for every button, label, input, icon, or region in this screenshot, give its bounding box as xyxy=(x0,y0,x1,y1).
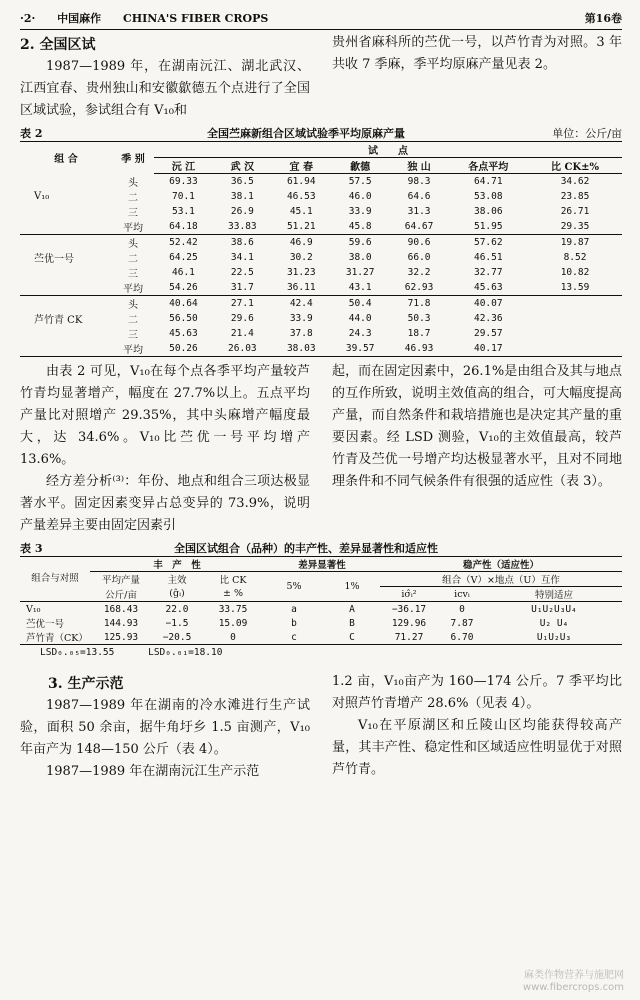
table2-col-average: 各点平均 xyxy=(449,158,528,174)
table3-head-sigma: iσ̂ᵢ² xyxy=(380,587,438,602)
table2-cell: 42.36 xyxy=(473,313,503,324)
table3-cell-sigma: 71.27 xyxy=(394,631,424,643)
table2 xyxy=(20,141,622,357)
national-trial-para-cont: 贵州省麻科所的苎优一号，以芦竹青为对照。3 年共收 7 季麻，季平均原麻产量见表 2。 xyxy=(332,35,622,72)
table2-cell: 64.67 xyxy=(404,221,434,232)
table2-season: 平均 xyxy=(123,223,143,234)
table2-season: 二 xyxy=(128,193,138,204)
lsd-001: LSD₀.₀₁=18.10 xyxy=(148,647,223,658)
table2-group-name xyxy=(20,235,112,251)
table2-cell: 66.0 xyxy=(407,252,431,263)
table2-cell: 27.1 xyxy=(213,296,272,312)
table3-cell-effect: −20.5 xyxy=(162,631,192,643)
table2-cell: 40.17 xyxy=(473,343,503,354)
table3-head-row2 xyxy=(20,572,622,587)
table2-cell: 34.1 xyxy=(230,252,254,263)
table2-cell: 38.1 xyxy=(230,191,254,202)
table2-cell: 42.4 xyxy=(272,296,331,312)
table2-row xyxy=(20,235,622,251)
table2-head-trial-site: 试 点 xyxy=(154,142,622,158)
table3-lsd-note xyxy=(40,647,622,661)
conclusion-para: V₁₀在平原湖区和丘陵山区均能获得较高产量，其丰产性、稳定性和区域适应性明显优于对照芦竹青。 xyxy=(332,718,622,777)
table2-col-shede: 歙德 xyxy=(331,158,390,174)
demo-para-1: 1987—1989 年在湖南的冷水滩进行生产试验，面积 50 余亩，据牛角圩乡 1.5 亩测产，V₁₀年亩产为 148—150 公斤（表 4）。 xyxy=(20,698,310,757)
table2-group-name xyxy=(20,265,112,280)
table2-cell: 26.03 xyxy=(228,343,257,354)
table2-cell: 64.25 xyxy=(169,252,198,263)
table3-cell-vs-ck: 33.75 xyxy=(218,603,248,615)
table2-cell: 61.94 xyxy=(286,176,316,187)
lsd-005: LSD₀.₀₅=13.55 xyxy=(40,647,115,658)
table2-cell: 46.1 xyxy=(172,267,195,278)
result-para-2-cont: 起，而在固定因素中，26.1%是由组合及其与地点的互作所致，说明主效值高的组合，可大幅度提高产量，而自然条件和栽培措施也是决定其产量的重要因素。经 LSD 测验，V₁₀的主效值最高，较芦竹青及苎优一号增产均达极显著水平，且对不同地理条件和不同气候条件有很强的适应性（表 3）。 xyxy=(332,364,622,489)
table2-head-combo: 组 合 xyxy=(54,154,78,166)
header-left xyxy=(20,10,286,26)
bottom-text xyxy=(20,671,622,783)
table2-season: 二 xyxy=(128,254,138,265)
table2-cell: 21.4 xyxy=(230,328,254,339)
table3-head-effect: 主效 xyxy=(167,575,187,587)
table2-row xyxy=(20,250,622,265)
table2-cell: 46.9 xyxy=(272,235,331,251)
table2-row xyxy=(20,280,622,296)
table2-col-yuanjiang: 沅 江 xyxy=(154,158,213,174)
table3-cell-p1: A xyxy=(349,603,355,615)
table3-cell-vs-ck: 15.09 xyxy=(218,617,248,629)
table2-season: 三 xyxy=(128,269,138,280)
table2-cell: 40.07 xyxy=(449,296,528,312)
table2-cell: 45.63 xyxy=(473,282,503,293)
table2-head-row1 xyxy=(20,142,622,158)
table3-caption xyxy=(20,540,622,556)
table2-cell: 32.2 xyxy=(407,267,431,278)
table2-cell: 24.3 xyxy=(348,328,372,339)
table3-cell-name: V₁₀ xyxy=(26,603,41,615)
table2-cell: 45.63 xyxy=(169,328,198,339)
table2-cell: 51.95 xyxy=(473,221,503,232)
table2-group-name xyxy=(20,174,112,190)
table3 xyxy=(20,556,622,645)
table2-cell: 29.6 xyxy=(230,313,254,324)
table2-cell: 64.6 xyxy=(407,191,431,202)
table2-cell xyxy=(528,341,622,357)
table3-head-row1 xyxy=(20,557,622,572)
table2-cell: 31.7 xyxy=(230,282,254,293)
table2-season: 平均 xyxy=(123,284,143,295)
table2-row xyxy=(20,204,622,219)
middle-left-column xyxy=(20,361,310,537)
table3-cell-cv: 0 xyxy=(459,603,465,615)
page-number: ·2· xyxy=(20,12,36,25)
table2-cell: 45.8 xyxy=(348,221,372,232)
table3-cell-special: U₁U₂U₃U₄ xyxy=(531,603,577,615)
table2-cell: 26.9 xyxy=(230,206,254,217)
table2-caption xyxy=(20,125,622,141)
table2-cell: 46.53 xyxy=(286,191,316,202)
table2-cell: 50.26 xyxy=(169,343,198,354)
table3-row xyxy=(20,630,622,645)
table3-head-interaction: 组合（V）×地点（U）互作 xyxy=(380,572,622,587)
watermark-line2: www.fibercrops.com xyxy=(522,982,624,993)
top-right-column xyxy=(332,32,622,122)
table2-cell: 90.6 xyxy=(390,235,449,251)
table2-cell xyxy=(528,311,622,326)
table2-col-dushan: 独 山 xyxy=(390,158,449,174)
table2-body xyxy=(20,174,622,357)
table3-head-p5: 5% xyxy=(264,572,324,602)
table2-cell xyxy=(528,296,622,312)
table2-cell: 22.5 xyxy=(230,267,254,278)
section-title-demonstration: 3. 生产示范 xyxy=(48,676,124,692)
table2-number: 表 2 xyxy=(20,127,43,140)
bottom-left-column xyxy=(20,671,310,783)
table2-cell: 38.03 xyxy=(286,343,316,354)
table2-cell: 36.5 xyxy=(230,176,254,187)
table2-group-name: 苎优一号 xyxy=(34,254,74,265)
table2-group-name xyxy=(20,280,112,296)
table2-group-name xyxy=(20,219,112,235)
table2-cell: 54.26 xyxy=(169,282,198,293)
table3-head-p1: 1% xyxy=(324,572,380,602)
table3-cell-name: 苎优一号 xyxy=(26,619,65,630)
table2-row xyxy=(20,219,622,235)
table2-col-yichun: 宜 春 xyxy=(272,158,331,174)
table2-cell: 62.93 xyxy=(404,282,434,293)
table2-cell: 23.85 xyxy=(560,191,590,202)
table2-col-vs-ck: 比 CK±% xyxy=(528,158,622,174)
section-title-national-trial: 2. 全国区试 xyxy=(20,37,96,53)
table2-cell: 51.21 xyxy=(286,221,316,232)
table2-cell: 71.8 xyxy=(390,296,449,312)
table2-cell: 13.59 xyxy=(560,282,590,293)
table2-cell: 32.77 xyxy=(473,267,503,278)
table2-cell: 39.57 xyxy=(345,343,375,354)
site-watermark xyxy=(523,970,624,994)
journal-name-en: CHINA'S FIBER CROPS xyxy=(123,12,269,25)
table2-col-wuhan: 武 汉 xyxy=(213,158,272,174)
table3-cell-mean: 168.43 xyxy=(103,603,139,615)
table3-body xyxy=(20,602,622,645)
table2-season: 平均 xyxy=(123,345,143,356)
table2-row xyxy=(20,341,622,357)
table3-cell-cv: 7.87 xyxy=(450,617,474,629)
table2-cell: 26.71 xyxy=(560,206,590,217)
table2-cell: 29.57 xyxy=(473,328,503,339)
table2-cell: 64.71 xyxy=(473,176,503,187)
table3-cell-sigma: 129.96 xyxy=(391,617,427,629)
table3-cell-cv: 6.70 xyxy=(450,631,474,643)
table2-cell: 64.18 xyxy=(169,221,198,232)
table3-row xyxy=(20,602,622,617)
table3-title: 全国区试组合（品种）的丰产性、差异显著性和适应性 xyxy=(174,542,438,555)
table2-cell: 45.1 xyxy=(289,206,313,217)
table2-cell: 31.27 xyxy=(345,267,375,278)
table2-cell: 57.5 xyxy=(348,176,372,187)
table2-cell: 56.50 xyxy=(169,313,198,324)
table2-cell: 19.87 xyxy=(528,235,622,251)
table2-cell: 53.1 xyxy=(172,206,195,217)
table2-cell: 33.83 xyxy=(228,221,257,232)
table2-cell: 52.42 xyxy=(154,235,213,251)
table2-season: 头 xyxy=(112,296,154,312)
table2-cell: 98.3 xyxy=(407,176,431,187)
table2-cell: 50.4 xyxy=(331,296,390,312)
table2-cell: 38.06 xyxy=(473,206,503,217)
table2-group-name xyxy=(20,296,112,312)
table2-group-name xyxy=(20,326,112,341)
table3-cell-name: 芦竹青（CK） xyxy=(26,633,88,644)
table2-cell xyxy=(528,326,622,341)
table3-cell-special: U₂ U₄ xyxy=(539,617,569,629)
table2-cell: 43.1 xyxy=(348,282,372,293)
national-trial-para: 1987—1989 年，在湖南沅江、湖北武汉、江西宜春、贵州独山和安徽歙德五个点进行了全国区域试验，参试组合有 V₁₀和 xyxy=(20,59,310,118)
table2-cell: 44.0 xyxy=(348,313,372,324)
table2-cell: 8.52 xyxy=(563,252,587,263)
table3-cell-special: U₁U₂U₃ xyxy=(536,631,572,643)
table2-cell: 36.11 xyxy=(286,282,316,293)
table2-cell: 69.33 xyxy=(169,176,198,187)
table2-cell: 33.9 xyxy=(348,206,372,217)
table2-row xyxy=(20,174,622,190)
demo-para-2: 1987—1989 年在湖南沅江生产示范 xyxy=(46,764,260,779)
table3-cell-sigma: −36.17 xyxy=(391,603,427,615)
table2-cell: 29.35 xyxy=(560,221,590,232)
table3-cell-p1: B xyxy=(349,617,355,629)
table2-cell: 46.51 xyxy=(473,252,503,263)
table2-row xyxy=(20,326,622,341)
top-text xyxy=(20,32,622,122)
demo-para-2-cont: 1.2 亩，V₁₀亩产为 160—174 公斤。7 季平均比对照芦竹青增产 28.6%（见表 4）。 xyxy=(332,674,622,711)
table2-cell: 46.93 xyxy=(404,343,434,354)
table3-head-mean: 平均产量 xyxy=(101,575,140,587)
table2-season: 三 xyxy=(128,330,138,341)
table2-cell: 46.0 xyxy=(348,191,372,202)
page-header xyxy=(20,8,622,30)
table2-group-name: 芦竹青 CK xyxy=(34,315,83,326)
table2-season: 头 xyxy=(112,235,154,251)
volume-label: 第16卷 xyxy=(584,12,622,25)
table3-head-diff: 差异显著性 xyxy=(264,557,380,572)
table2-group-name xyxy=(20,341,112,357)
top-left-column xyxy=(20,32,310,122)
table3-cell-p5: a xyxy=(291,603,297,615)
middle-right-column xyxy=(332,361,622,537)
table2-cell: 31.3 xyxy=(407,206,431,217)
table3-cell-vs-ck: 0 xyxy=(230,631,236,643)
table2-cell: 38.6 xyxy=(213,235,272,251)
table2-row xyxy=(20,311,622,326)
table2-season: 二 xyxy=(128,315,138,326)
table3-head-vsck: 比 CK xyxy=(219,575,247,587)
journal-name-cn: 中国麻作 xyxy=(57,12,102,25)
table2-cell: 70.1 xyxy=(172,191,195,202)
table2-title: 全国苎麻新组合区域试验季平均原麻产量 xyxy=(207,127,405,140)
table2-cell: 31.23 xyxy=(286,267,316,278)
result-para-1: 由表 2 可见，V₁₀在每个点各季平均产量较芦竹青均显著增产，幅度在 27.7%以上。五点平均产量比对照增产 29.35%，其中头麻增产幅度最大，达 34.6%。V₁₀比苎优一号平均增产 13.6%。 xyxy=(20,364,310,467)
table3-head-vsck-unit: ± % xyxy=(202,587,264,602)
table3-cell-p5: c xyxy=(291,631,297,643)
table3-cell-effect: 22.0 xyxy=(165,603,189,615)
table2-cell: 59.6 xyxy=(331,235,390,251)
result-para-2: 经方差分析⁽³⁾：年份、地点和组合三项达极显著水平。固定因素变异占总变异的 73.9%，说明产量差异主要由固定因素引 xyxy=(20,474,310,533)
table2-season: 三 xyxy=(128,208,138,219)
bottom-right-column xyxy=(332,671,622,783)
table2-season: 头 xyxy=(128,177,138,189)
table2-row xyxy=(20,189,622,204)
table3-head-cv: icvᵢ xyxy=(438,587,486,602)
table2-cell: 57.62 xyxy=(449,235,528,251)
table2-group-name xyxy=(20,204,112,219)
table3-cell-effect: −1.5 xyxy=(165,617,189,629)
table3-head-special: 特别适应 xyxy=(486,587,622,602)
table2-unit: 单位：公斤/亩 xyxy=(552,127,622,140)
table2-group-name: V₁₀ xyxy=(34,191,50,202)
watermark-line1: 麻类作物营养与施肥网 xyxy=(524,970,624,981)
table2-cell: 53.08 xyxy=(473,191,503,202)
table2-cell: 30.2 xyxy=(289,252,313,263)
table3-number: 表 3 xyxy=(20,542,43,555)
table3-head-effect-sym: (ĝᵢ) xyxy=(152,587,202,602)
table2-cell: 37.8 xyxy=(289,328,313,339)
table2-row xyxy=(20,265,622,280)
table3-cell-mean: 125.93 xyxy=(103,631,139,643)
table2-cell: 50.3 xyxy=(407,313,431,324)
table3-head-mean-unit: 公斤/亩 xyxy=(90,587,152,602)
table3-head-yield: 丰 产 性 xyxy=(90,557,264,572)
table2-cell: 38.0 xyxy=(348,252,372,263)
table2-cell: 33.9 xyxy=(289,313,313,324)
table2-cell: 40.64 xyxy=(154,296,213,312)
middle-text xyxy=(20,361,622,537)
table3-row xyxy=(20,616,622,630)
table3-head-stability: 稳产性（适应性） xyxy=(380,557,622,572)
table2-cell: 10.82 xyxy=(560,267,590,278)
table2-row xyxy=(20,296,622,312)
table3-cell-mean: 144.93 xyxy=(103,617,139,629)
table3-cell-p5: b xyxy=(291,617,297,629)
table2-head-season: 季 别 xyxy=(121,154,145,166)
table2-cell: 18.7 xyxy=(407,328,431,339)
table3-cell-p1: C xyxy=(349,631,355,643)
table3-head-combo: 组合与对照 xyxy=(20,557,90,602)
table2-cell: 34.62 xyxy=(560,176,590,187)
